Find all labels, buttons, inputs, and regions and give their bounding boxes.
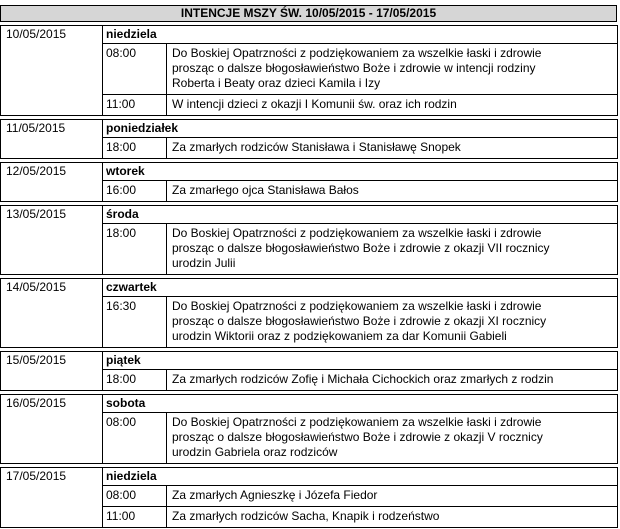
- mass-intention-text: Za zmarłych Agnieszkę i Józefa Fiedor: [172, 488, 378, 502]
- day-block-divider: [0, 463, 618, 464]
- mass-intention-text: urodzin Julii: [172, 256, 236, 270]
- day-name: sobota: [106, 396, 146, 410]
- day-date: 12/05/2015: [6, 164, 67, 178]
- day-block-divider: [0, 201, 618, 202]
- mass-time: 11:00: [106, 97, 136, 111]
- mass-intention-text: prosząc o dalsze błogosławieństwo Boże i zdrowie z okazji XI rocznicy: [172, 314, 547, 328]
- grid-line-time-col: [166, 94, 167, 115]
- day-name: niedziela: [106, 469, 157, 483]
- grid-line-left: [0, 351, 1, 390]
- day-name: piątek: [106, 353, 141, 367]
- grid-line-day-top: [0, 394, 618, 395]
- grid-line-time-col: [166, 137, 167, 158]
- grid-line-left: [0, 205, 1, 274]
- day-block-divider: [0, 347, 618, 348]
- grid-line-right: [617, 351, 618, 390]
- mass-intention-text: Za zmarłych rodziców Sacha, Knapik i rodzeństwo: [172, 509, 440, 523]
- grid-line-time-col: [166, 296, 167, 347]
- mass-time: 16:30: [106, 299, 137, 313]
- grid-line-date-col: [102, 205, 103, 274]
- grid-line-day-top: [0, 205, 618, 206]
- grid-line-time-col: [166, 485, 167, 506]
- grid-line-day-top: [0, 467, 618, 468]
- mass-intention-text: Za zmarłego ojca Stanisława Bałos: [172, 183, 359, 197]
- day-header-divider: [102, 137, 618, 138]
- mass-time: 18:00: [106, 372, 137, 386]
- mass-time: 18:00: [106, 226, 137, 240]
- mass-intention-text: prosząc o dalsze błogosławieństwo Boże i zdrowie w intencji rodziny: [172, 61, 536, 75]
- mass-intention-text: urodzin Gabriela oraz rodziców: [172, 445, 338, 459]
- day-block-divider: [0, 390, 618, 391]
- mass-time: 11:00: [106, 509, 136, 523]
- grid-line-time-col: [166, 223, 167, 274]
- grid-line-day-top: [0, 162, 618, 163]
- day-name: wtorek: [106, 164, 145, 178]
- day-name: poniedziałek: [106, 121, 179, 135]
- grid-line-time-col: [166, 369, 167, 390]
- grid-line-right: [617, 394, 618, 463]
- mass-intention-text: prosząc o dalsze błogosławieństwo Boże i zdrowie z okazji V rocznicy: [172, 430, 543, 444]
- day-header-divider: [102, 180, 618, 181]
- mass-intention-text: Do Boskiej Opatrzności z podziękowaniem za wszelkie łaski i zdrowie: [172, 299, 542, 313]
- grid-line-top: [0, 25, 618, 26]
- day-name: czwartek: [106, 280, 157, 294]
- grid-line-date-col: [102, 162, 103, 201]
- day-header-divider: [102, 485, 618, 486]
- mass-intention-text: Do Boskiej Opatrzności z podziękowaniem za wszelkie łaski i zdrowie: [172, 415, 542, 429]
- mass-intention-text: Za zmarłych rodziców Stanisława i Stanisławę Snopek: [172, 140, 461, 154]
- grid-line-day-top: [0, 351, 618, 352]
- day-name: niedziela: [106, 27, 157, 41]
- mass-intention-text: prosząc o dalsze błogosławieństwo Boże i zdrowie z okazji VII rocznicy: [172, 241, 550, 255]
- mass-intention-text: Roberta i Beaty oraz dzieci Kamila i Izy: [172, 76, 381, 90]
- day-block-divider: [0, 115, 618, 116]
- grid-line-time-col: [166, 43, 167, 94]
- grid-line-left: [0, 119, 1, 158]
- mass-time: 08:00: [106, 415, 137, 429]
- sheet-title: INTENCJE MSZY ŚW. 10/05/2015 - 17/05/2015: [0, 5, 617, 22]
- grid-line-right: [617, 278, 618, 347]
- mass-row-divider: [102, 506, 618, 507]
- grid-line-date-col: [102, 467, 103, 527]
- grid-line-date-col: [102, 394, 103, 463]
- mass-intention-text: W intencji dzieci z okazji I Komunii św. oraz ich rodzin: [172, 97, 457, 111]
- day-block-divider: [0, 274, 618, 275]
- day-block-divider: [0, 158, 618, 159]
- grid-line-date-col: [102, 119, 103, 158]
- day-date: 16/05/2015: [6, 396, 67, 410]
- mass-time: 16:00: [106, 183, 137, 197]
- mass-intention-text: Do Boskiej Opatrzności z podziękowaniem za wszelkie łaski i zdrowie: [172, 226, 542, 240]
- grid-line-time-col: [166, 180, 167, 201]
- grid-line-left: [0, 162, 1, 201]
- day-header-divider: [102, 43, 618, 44]
- grid-line-right: [617, 205, 618, 274]
- day-date: 11/05/2015: [6, 121, 66, 135]
- grid-line-day-top: [0, 278, 618, 279]
- mass-time: 08:00: [106, 46, 137, 60]
- day-date: 10/05/2015: [6, 27, 67, 41]
- day-date: 14/05/2015: [6, 280, 67, 294]
- day-header-divider: [102, 369, 618, 370]
- day-header-divider: [102, 412, 618, 413]
- day-name: środa: [106, 207, 139, 221]
- grid-line-day-top: [0, 119, 618, 120]
- mass-intention-text: Za zmarłych rodziców Zofię i Michała Cichockich oraz zmarłych z rodzin: [172, 372, 554, 386]
- grid-line-left: [0, 278, 1, 347]
- day-header-divider: [102, 223, 618, 224]
- grid-line-date-col: [102, 278, 103, 347]
- grid-line-date-col: [102, 351, 103, 390]
- grid-line-right: [617, 162, 618, 201]
- mass-time: 08:00: [106, 488, 137, 502]
- day-date: 17/05/2015: [6, 469, 67, 483]
- mass-intention-text: Do Boskiej Opatrzności z podziękowaniem za wszelkie łaski i zdrowie: [172, 46, 542, 60]
- grid-line-time-col: [166, 412, 167, 463]
- day-date: 13/05/2015: [6, 207, 67, 221]
- grid-line-time-col: [166, 506, 167, 527]
- grid-line-right: [617, 467, 618, 527]
- grid-line-left: [0, 467, 1, 527]
- grid-line-left: [0, 25, 1, 115]
- mass-row-divider: [102, 94, 618, 95]
- grid-line-right: [617, 119, 618, 158]
- day-header-divider: [102, 296, 618, 297]
- mass-intention-text: urodzin Wiktorii oraz z podziękowaniem za dar Komunii Gabieli: [172, 329, 507, 343]
- grid-line-right: [617, 25, 618, 115]
- grid-line-left: [0, 394, 1, 463]
- grid-line-date-col: [102, 25, 103, 115]
- day-date: 15/05/2015: [6, 353, 67, 367]
- day-block-divider: [0, 527, 618, 528]
- mass-time: 18:00: [106, 140, 137, 154]
